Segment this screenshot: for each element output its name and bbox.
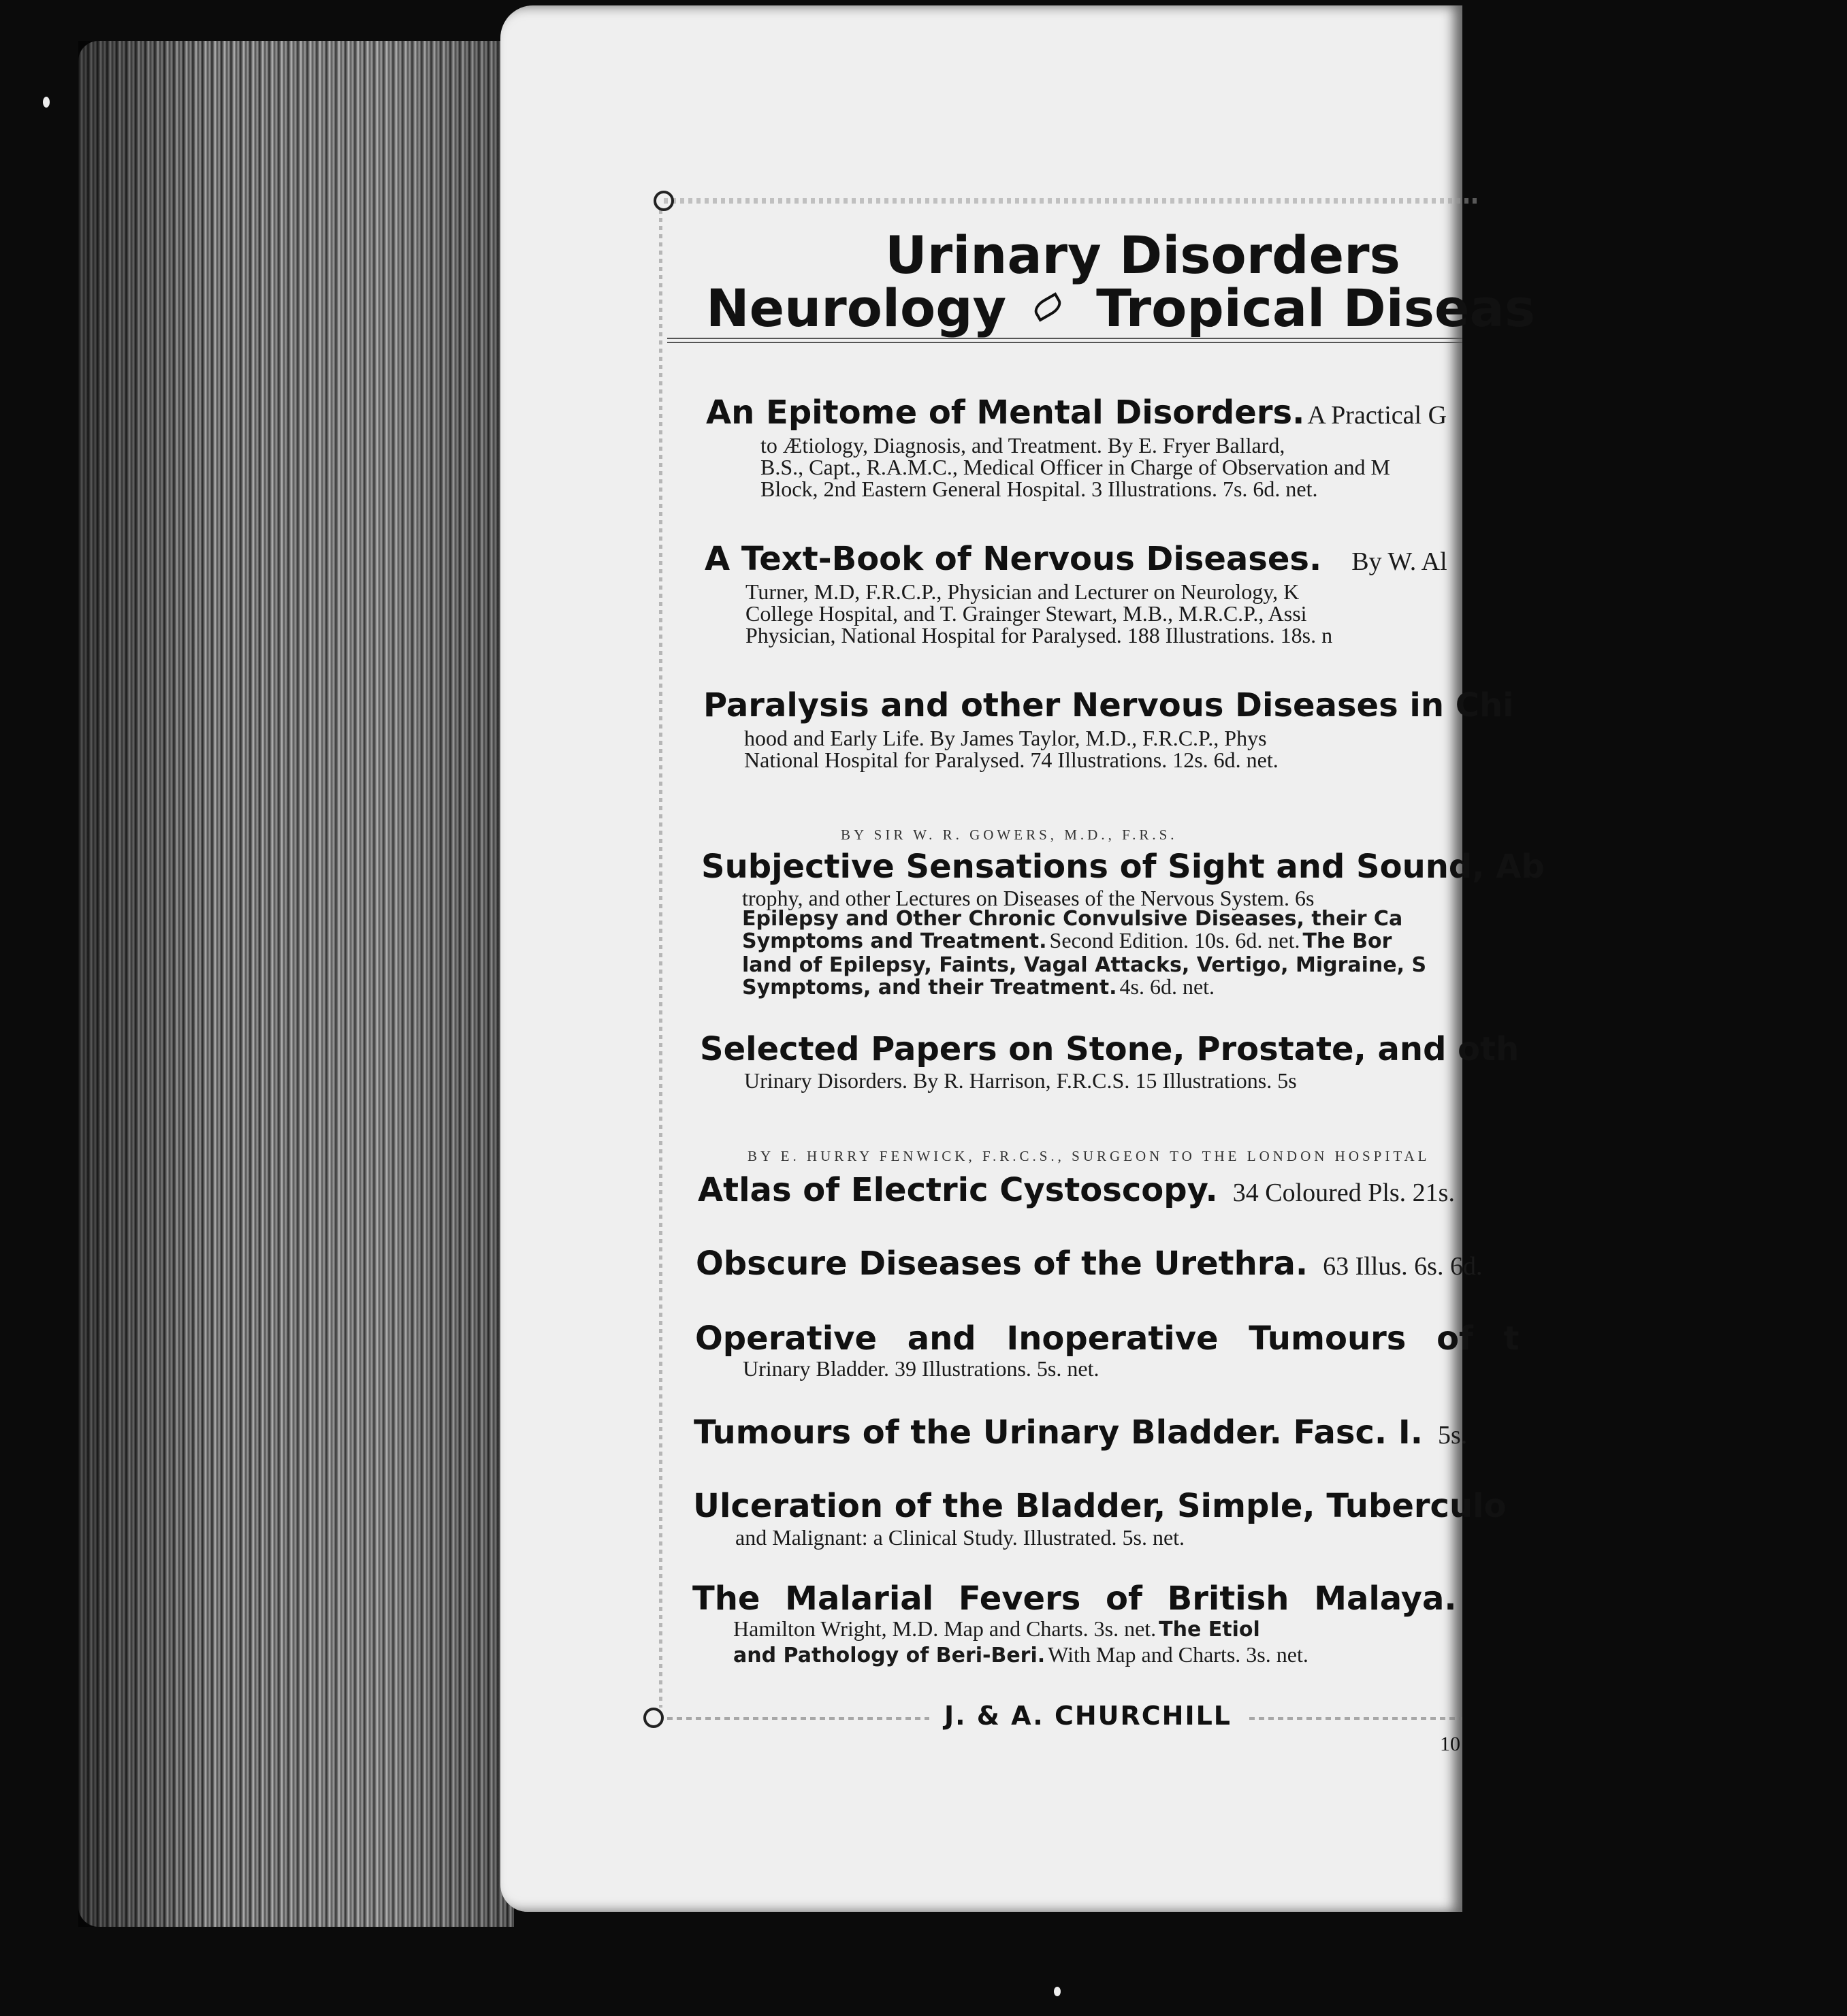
entry-title: Tumours of the Urinary Bladder. Fasc. I.: [694, 1413, 1423, 1452]
frame-top-border: [664, 198, 1481, 204]
entry-title: The Malarial Fevers of British Malaya.: [692, 1580, 1457, 1618]
entry-bold-line: land of Epilepsy, Faints, Vagal Attacks, Vertigo, Migraine, S: [742, 953, 1427, 977]
entry-nervous-diseases: [705, 540, 1447, 646]
bold-text: The Etiol: [1159, 1618, 1260, 1642]
entry-mixed-line: [692, 1618, 1457, 1644]
plain-text: Hamilton Wright, M.D. Map and Charts. 3s. net.: [733, 1616, 1157, 1641]
heading-tropical: Tropical Diseas: [1096, 278, 1536, 338]
entry-title-tail: By W. Al: [1351, 547, 1447, 576]
page-number: 10: [1440, 1733, 1460, 1755]
entry-line: B.S., Capt., R.A.M.C., Medical Officer in Charge of Observation and M: [760, 455, 1390, 479]
heading-rule: [667, 338, 1462, 343]
entry-paralysis: [703, 686, 1514, 771]
byline-fenwick: BY E. HURRY FENWICK, F.R.C.S., SURGEON TO THE LONDON HOSPITAL: [748, 1148, 1430, 1164]
entry-title: Obscure Diseases of the Urethra.: [696, 1245, 1308, 1283]
entry-title: Atlas of Electric Cystoscopy.: [698, 1171, 1218, 1209]
heading-line-1: Urinary Disorders: [885, 225, 1400, 285]
entry-title-tail: 34 Coloured Pls. 21s.: [1232, 1179, 1455, 1207]
bold-text: and Pathology of Beri-Beri.: [733, 1644, 1046, 1667]
entry-ulceration: [693, 1487, 1507, 1548]
entry-title: Selected Papers on Stone, Prostate, and oth: [700, 1030, 1520, 1068]
bold-text: Symptoms, and their Treatment.: [742, 976, 1117, 999]
byline-gowers: BY SIR W. R. GOWERS, M.D., F.R.S.: [841, 827, 1178, 843]
entry-operative: [695, 1319, 1520, 1379]
book-page: [500, 5, 1545, 1912]
leaf-ornament-icon: [1031, 292, 1064, 322]
entry-line: Urinary Bladder. 39 Illustrations. 5s. net.: [743, 1356, 1099, 1381]
entry-title: An Epitome of Mental Disorders.: [706, 394, 1305, 432]
entry-bold-line: Epilepsy and Other Chronic Convulsive Diseases, their Ca: [742, 907, 1403, 931]
entry-mental-disorders: [706, 394, 1447, 500]
entry-title: Ulceration of the Bladder, Simple, Tuberculo: [693, 1487, 1507, 1525]
entry-line: to Ætiology, Diagnosis, and Treatment. By E. Fryer Ballard,: [760, 433, 1285, 458]
entry-title: A Text-Book of Nervous Diseases.: [705, 540, 1322, 578]
entry-obscure: [696, 1245, 1482, 1283]
entry-line: and Malignant: a Clinical Study. Illustrated. 5s. net.: [735, 1525, 1185, 1550]
book-page-edges: [78, 41, 514, 1927]
dust-speck: [43, 97, 50, 108]
publisher-imprint: J. & A. CHURCHILL: [944, 1701, 1232, 1731]
entry-malarial: [692, 1580, 1457, 1670]
entry-mixed-line: [692, 1644, 1457, 1670]
entry-line: Physician, National Hospital for Paralysed. 188 Illustrations. 18s. n: [745, 623, 1333, 647]
entry-title: Paralysis and other Nervous Diseases in Chi: [703, 686, 1514, 724]
entry-harrison: [700, 1030, 1519, 1091]
entry-title-tail: 5s.: [1437, 1421, 1468, 1450]
entry-line: trophy, and other Lectures on Diseases of the Nervous System. 6s: [742, 886, 1315, 910]
entry-line: Turner, M.D, F.R.C.P., Physician and Lecturer on Neurology, K: [745, 579, 1300, 604]
entry-line: Block, 2nd Eastern General Hospital. 3 Illustrations. 7s. 6d. net.: [760, 477, 1318, 501]
dust-speck: [1054, 1987, 1061, 1996]
entry-atlas: [698, 1171, 1455, 1209]
entry-title-tail: A Practical G: [1307, 401, 1447, 430]
frame-corner-ornament-top: [654, 191, 674, 211]
bold-text: Symptoms and Treatment.: [742, 929, 1047, 953]
entry-tumours: [694, 1413, 1467, 1452]
entry-gowers: [701, 848, 1545, 1002]
entry-line: College Hospital, and T. Grainger Stewart, M.B., M.R.C.P., Assi: [745, 601, 1307, 626]
entry-line: Urinary Disorders. By R. Harrison, F.R.C.S. 15 Illustrations. 5s: [744, 1068, 1297, 1093]
entry-line: National Hospital for Paralysed. 74 Illustrations. 12s. 6d. net.: [744, 748, 1279, 772]
plain-text: 4s. 6d. net.: [1119, 974, 1215, 999]
entry-title: Operative and Inoperative Tumours of t: [695, 1319, 1520, 1358]
heading-line-2: [500, 278, 1668, 338]
frame-corner-ornament-bottom: [643, 1708, 664, 1728]
plain-text: Second Edition. 10s. 6d. net.: [1049, 928, 1300, 953]
entry-mixed-line: [701, 929, 1545, 955]
entry-title: Subjective Sensations of Sight and Sound, Ab: [701, 848, 1545, 886]
footer-rule-left: [667, 1717, 929, 1720]
footer-rule-right: [1249, 1717, 1462, 1720]
bold-text: The Bor: [1302, 929, 1392, 953]
frame-left-border: [659, 210, 662, 1708]
entry-mixed-line: [701, 976, 1545, 1002]
heading-neurology: Neurology: [706, 278, 1007, 338]
entry-title-tail: 63 Illus. 6s. 6d.: [1323, 1252, 1483, 1281]
plain-text: With Map and Charts. 3s. net.: [1048, 1642, 1308, 1667]
entry-line: hood and Early Life. By James Taylor, M.D., F.R.C.P., Phys: [744, 726, 1267, 750]
